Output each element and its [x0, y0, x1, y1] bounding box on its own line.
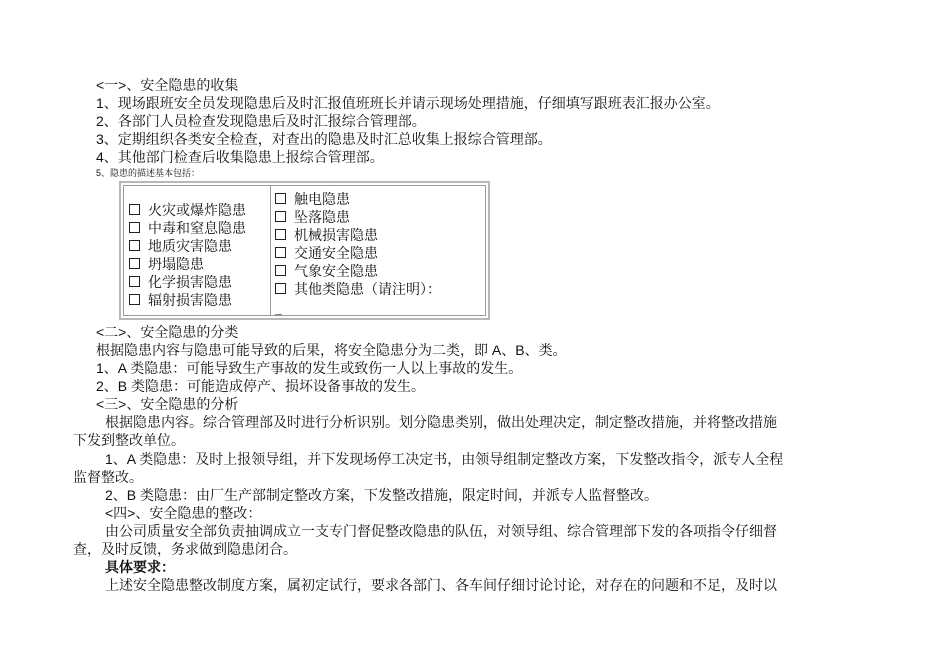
hazard-option-poisoning[interactable]: 中毒和窒息隐患: [129, 220, 246, 238]
checkbox-icon[interactable]: [129, 240, 140, 251]
section-3-paragraph-1-line-2: 下发到整改单位。: [73, 432, 185, 448]
hazard-option-weather[interactable]: 气象安全隐患: [275, 263, 378, 281]
table-column-divider: [270, 186, 271, 315]
section-3-paragraph-2-line-1: 1、A 类隐患：及时上报领导组，并下发现场停工决定书，由领导组制定整改方案，下发整改指令，派专人全程: [105, 451, 784, 467]
checkbox-icon[interactable]: [275, 229, 286, 240]
hazard-option-mechanical[interactable]: 机械损害隐患: [275, 227, 378, 245]
checkbox-icon[interactable]: [275, 265, 286, 276]
hazard-type-table: [119, 181, 490, 320]
checkbox-icon[interactable]: [129, 276, 140, 287]
checkbox-icon[interactable]: [275, 211, 286, 222]
checkbox-icon[interactable]: [129, 294, 140, 305]
section-2-item-1: 1、A 类隐患：可能导致生产事故的发生或致伤一人以上事故的发生。: [96, 360, 523, 376]
requirements-paragraph: 上述安全隐患整改制度方案，属初定试行，要求各部门、各车间仔细讨论讨论，对存在的问题和不足，及时以: [105, 577, 777, 593]
section-1-item-4: 4、其他部门检查后收集隐患上报综合管理部。: [96, 149, 384, 165]
checkbox-icon[interactable]: [129, 258, 140, 269]
checkbox-icon[interactable]: [129, 222, 140, 233]
section-4-heading: <四>、安全隐患的整改：: [105, 505, 262, 521]
requirements-heading: 具体要求：: [105, 559, 175, 575]
section-2-item-2: 2、B 类隐患：可能造成停产、损坏设备事故的发生。: [96, 378, 426, 394]
section-4-paragraph-line-2: 查，及时反馈，务求做到隐患闭合。: [73, 541, 297, 557]
section-3-paragraph-2-line-2: 监督整改。: [73, 469, 143, 485]
section-3-paragraph-1-line-1: 根据隐患内容。综合管理部及时进行分析识别。划分隐患类别，做出处理决定，制定整改措施，并将整改措施: [105, 414, 777, 430]
section-1-item-2: 2、各部门人员检查发现隐患后及时汇报综合管理部。: [96, 113, 426, 129]
hazard-option-radiation[interactable]: 辐射损害隐患: [129, 292, 232, 310]
checkbox-icon[interactable]: [275, 193, 286, 204]
section-3-heading: <三>、安全隐患的分析: [96, 396, 239, 412]
section-2-intro: 根据隐患内容与隐患可能导致的后果，将安全隐患分为二类，即 A、B、类。: [96, 342, 567, 358]
checkbox-icon[interactable]: [129, 204, 140, 215]
checkbox-icon[interactable]: [275, 247, 286, 258]
section-1-note: 5、隐患的描述基本包括：: [96, 168, 201, 178]
hazard-option-fall[interactable]: 坠落隐患: [275, 209, 350, 227]
hazard-option-other[interactable]: 其他类隐患（请注明）：: [275, 281, 441, 299]
hazard-option-chemical[interactable]: 化学损害隐患: [129, 274, 232, 292]
hazard-option-collapse[interactable]: 坍塌隐患: [129, 256, 204, 274]
hazard-other-blank[interactable]: _: [275, 300, 282, 316]
hazard-option-traffic[interactable]: 交通安全隐患: [275, 245, 378, 263]
section-2-heading: <二>、安全隐患的分类: [96, 324, 239, 340]
section-3-paragraph-3: 2、B 类隐患：由厂生产部制定整改方案，下发整改措施，限定时间，并派专人监督整改。: [105, 487, 659, 503]
hazard-option-geological[interactable]: 地质灾害隐患: [129, 238, 232, 256]
hazard-option-electric[interactable]: 触电隐患: [275, 191, 350, 209]
section-1-heading: <一>、安全隐患的收集: [96, 77, 239, 93]
section-1-item-1: 1、现场跟班安全员发现隐患后及时汇报值班班长并请示现场处理措施，仔细填写跟班表汇报办公室。: [96, 95, 720, 111]
section-4-paragraph-line-1: 由公司质量安全部负责抽调成立一支专门督促整改隐患的队伍，对领导组、综合管理部下发的各项指令仔细督: [105, 523, 777, 539]
hazard-option-fire[interactable]: 火灾或爆炸隐患: [129, 202, 246, 220]
section-1-item-3: 3、定期组织各类安全检查，对查出的隐患及时汇总收集上报综合管理部。: [96, 131, 552, 147]
checkbox-icon[interactable]: [275, 283, 286, 294]
